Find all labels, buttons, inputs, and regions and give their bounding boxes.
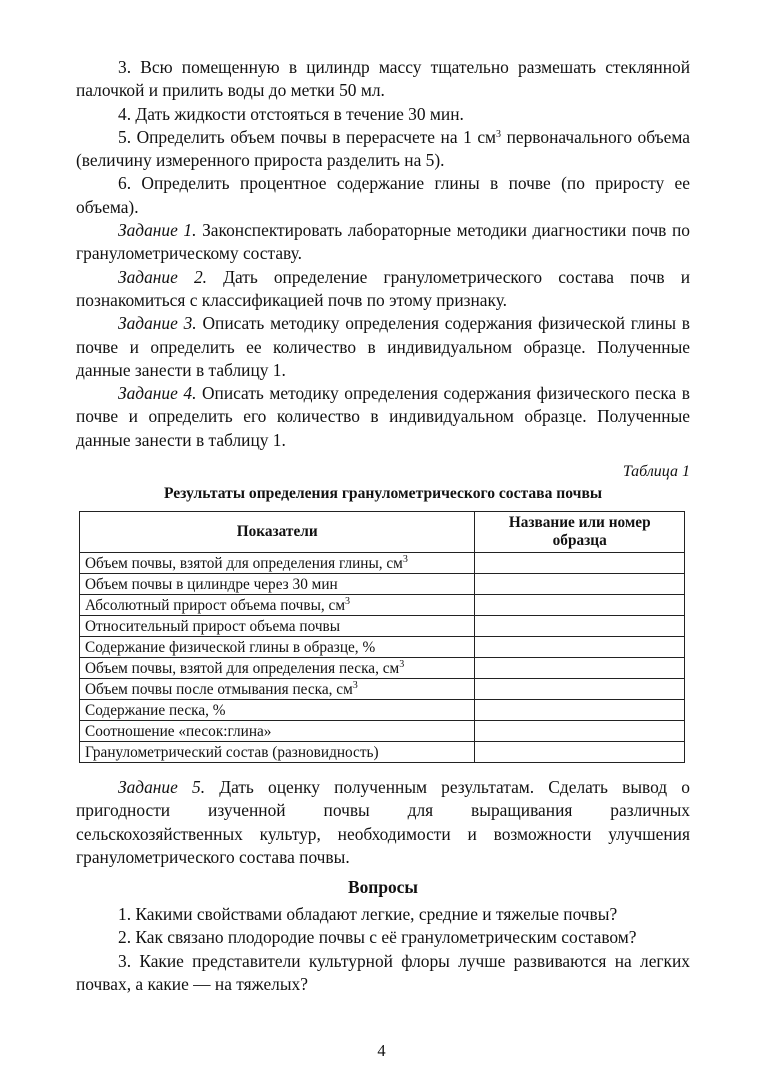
indicator-cell xyxy=(80,595,475,616)
task-5 xyxy=(76,776,690,869)
indicator-cell xyxy=(80,679,475,700)
task-5-section xyxy=(76,776,690,869)
sample-value-cell xyxy=(475,616,685,637)
indicator-text: Объем почвы, взятой для определения песка, см xyxy=(85,659,400,677)
step-5 xyxy=(76,126,690,173)
step-6: 6. Определить процентное содержание глины в почве (по приросту ее объема). xyxy=(76,173,690,217)
task-4-text: Описать методику определения содержания физического песка в почве и определить его количество в индивидуальном образце. Полученные данные занести в таблицу 1. xyxy=(76,383,691,450)
table-row xyxy=(80,616,685,637)
task-3 xyxy=(76,312,690,382)
step-3: 3. Всю помещенную в цилиндр массу тщательно размешать стеклянной палочкой и прилить воды до метки 50 мл. xyxy=(76,57,690,101)
task-4 xyxy=(76,382,690,452)
unit-superscript: 3 xyxy=(399,658,405,670)
sample-value-cell xyxy=(475,700,685,721)
table-row xyxy=(80,637,685,658)
sample-value-cell xyxy=(475,553,685,574)
table-row xyxy=(80,574,685,595)
indicator-text: Гранулометрический состав (разновидность) xyxy=(85,743,379,761)
indicator-cell xyxy=(80,721,475,742)
sample-value-cell xyxy=(475,637,685,658)
sample-value-cell xyxy=(475,742,685,763)
task-4-label: Задание 4. xyxy=(118,383,197,404)
indicator-text: Содержание физической глины в образце, % xyxy=(85,638,376,656)
cubic-superscript: 3 xyxy=(496,128,502,140)
task-5-text: Дать оценку полученным результатам. Сделать вывод о пригодности изученной почвы для выращивания различных сельскохозяйственных культур, необходимости и возможности улучшения гранулометрического состава почвы. xyxy=(76,777,690,867)
procedure-section xyxy=(76,56,690,452)
table-row xyxy=(80,658,685,679)
sample-value-cell xyxy=(475,679,685,700)
question-2: 2. Как связано плодородие почвы с её гранулометрическим составом? xyxy=(118,927,637,948)
indicator-text: Соотношение «песок:глина» xyxy=(85,722,272,740)
task-2-text: Дать определение гранулометрического состава почв и познакомиться с классификацией почв по этому признаку. xyxy=(76,266,691,310)
sample-value-cell xyxy=(475,721,685,742)
sample-value-cell xyxy=(475,595,685,616)
table-row xyxy=(80,721,685,742)
table-row xyxy=(80,700,685,721)
task-1 xyxy=(76,219,690,266)
sample-value-cell xyxy=(475,574,685,595)
table-row xyxy=(80,742,685,763)
step-5-text-a: 5. Определить объем почвы в перерасчете на 1 см xyxy=(118,126,497,147)
indicator-text: Абсолютный прирост объема почвы, см xyxy=(85,596,345,614)
task-1-text: Законспектировать лабораторные методики диагностики почв по гранулометрическому составу. xyxy=(76,220,690,264)
unit-superscript: 3 xyxy=(402,553,408,565)
results-table xyxy=(79,511,685,763)
question-1: 1. Какими свойствами обладают легкие, средние и тяжелые почвы? xyxy=(118,904,618,924)
step-5-text-b: первоначального объема (величину измеренного прироста разделить на 5). xyxy=(76,126,690,171)
indicator-cell xyxy=(80,616,475,637)
indicator-cell xyxy=(80,574,475,595)
indicator-text: Объем почвы после отмывания песка, см xyxy=(85,680,353,698)
table-caption: Результаты определения гранулометрического состава почвы xyxy=(163,485,603,502)
task-2 xyxy=(76,266,690,313)
table-row xyxy=(80,595,685,616)
table-row xyxy=(80,679,685,700)
table-body xyxy=(80,553,685,763)
task-2-label: Задание 2. xyxy=(118,266,207,287)
indicator-cell xyxy=(80,658,475,679)
indicator-text: Содержание песка, % xyxy=(85,701,226,719)
question-3: 3. Какие представители культурной флоры лучше развиваются на легких почвах, а какие — на тяжелых? xyxy=(76,950,690,994)
task-3-label: Задание 3. xyxy=(118,313,197,334)
indicator-cell xyxy=(80,553,475,574)
task-3-text: Описать методику определения содержания физической глины в почве и определить ее количество в индивидуальном образце. Полученные данные занести в таблицу 1. xyxy=(76,313,691,380)
header-indicators: Показатели xyxy=(80,512,475,553)
unit-superscript: 3 xyxy=(352,679,358,691)
indicator-cell xyxy=(80,700,475,721)
indicator-cell xyxy=(80,637,475,658)
indicator-cell xyxy=(80,742,475,763)
step-4: 4. Дать жидкости отстояться в течение 30 мин. xyxy=(118,103,464,124)
indicator-text: Объем почвы, взятой для определения глины, см xyxy=(85,554,403,572)
questions-list xyxy=(76,903,690,996)
indicator-text: Относительный прирост объема почвы xyxy=(85,617,341,635)
questions-heading: Вопросы xyxy=(348,877,418,897)
indicator-text: Объем почвы в цилиндре через 30 мин xyxy=(85,575,338,593)
task-5-label: Задание 5. xyxy=(118,777,206,797)
sample-value-cell xyxy=(475,658,685,679)
task-1-label: Задание 1. xyxy=(118,220,197,241)
unit-superscript: 3 xyxy=(345,595,350,607)
page-number: 4 xyxy=(377,1041,386,1060)
table-row xyxy=(80,553,685,574)
table-label: Таблица 1 xyxy=(622,463,690,480)
header-sample-name: Название или номер образца xyxy=(475,512,685,553)
table-header-row xyxy=(80,512,685,553)
